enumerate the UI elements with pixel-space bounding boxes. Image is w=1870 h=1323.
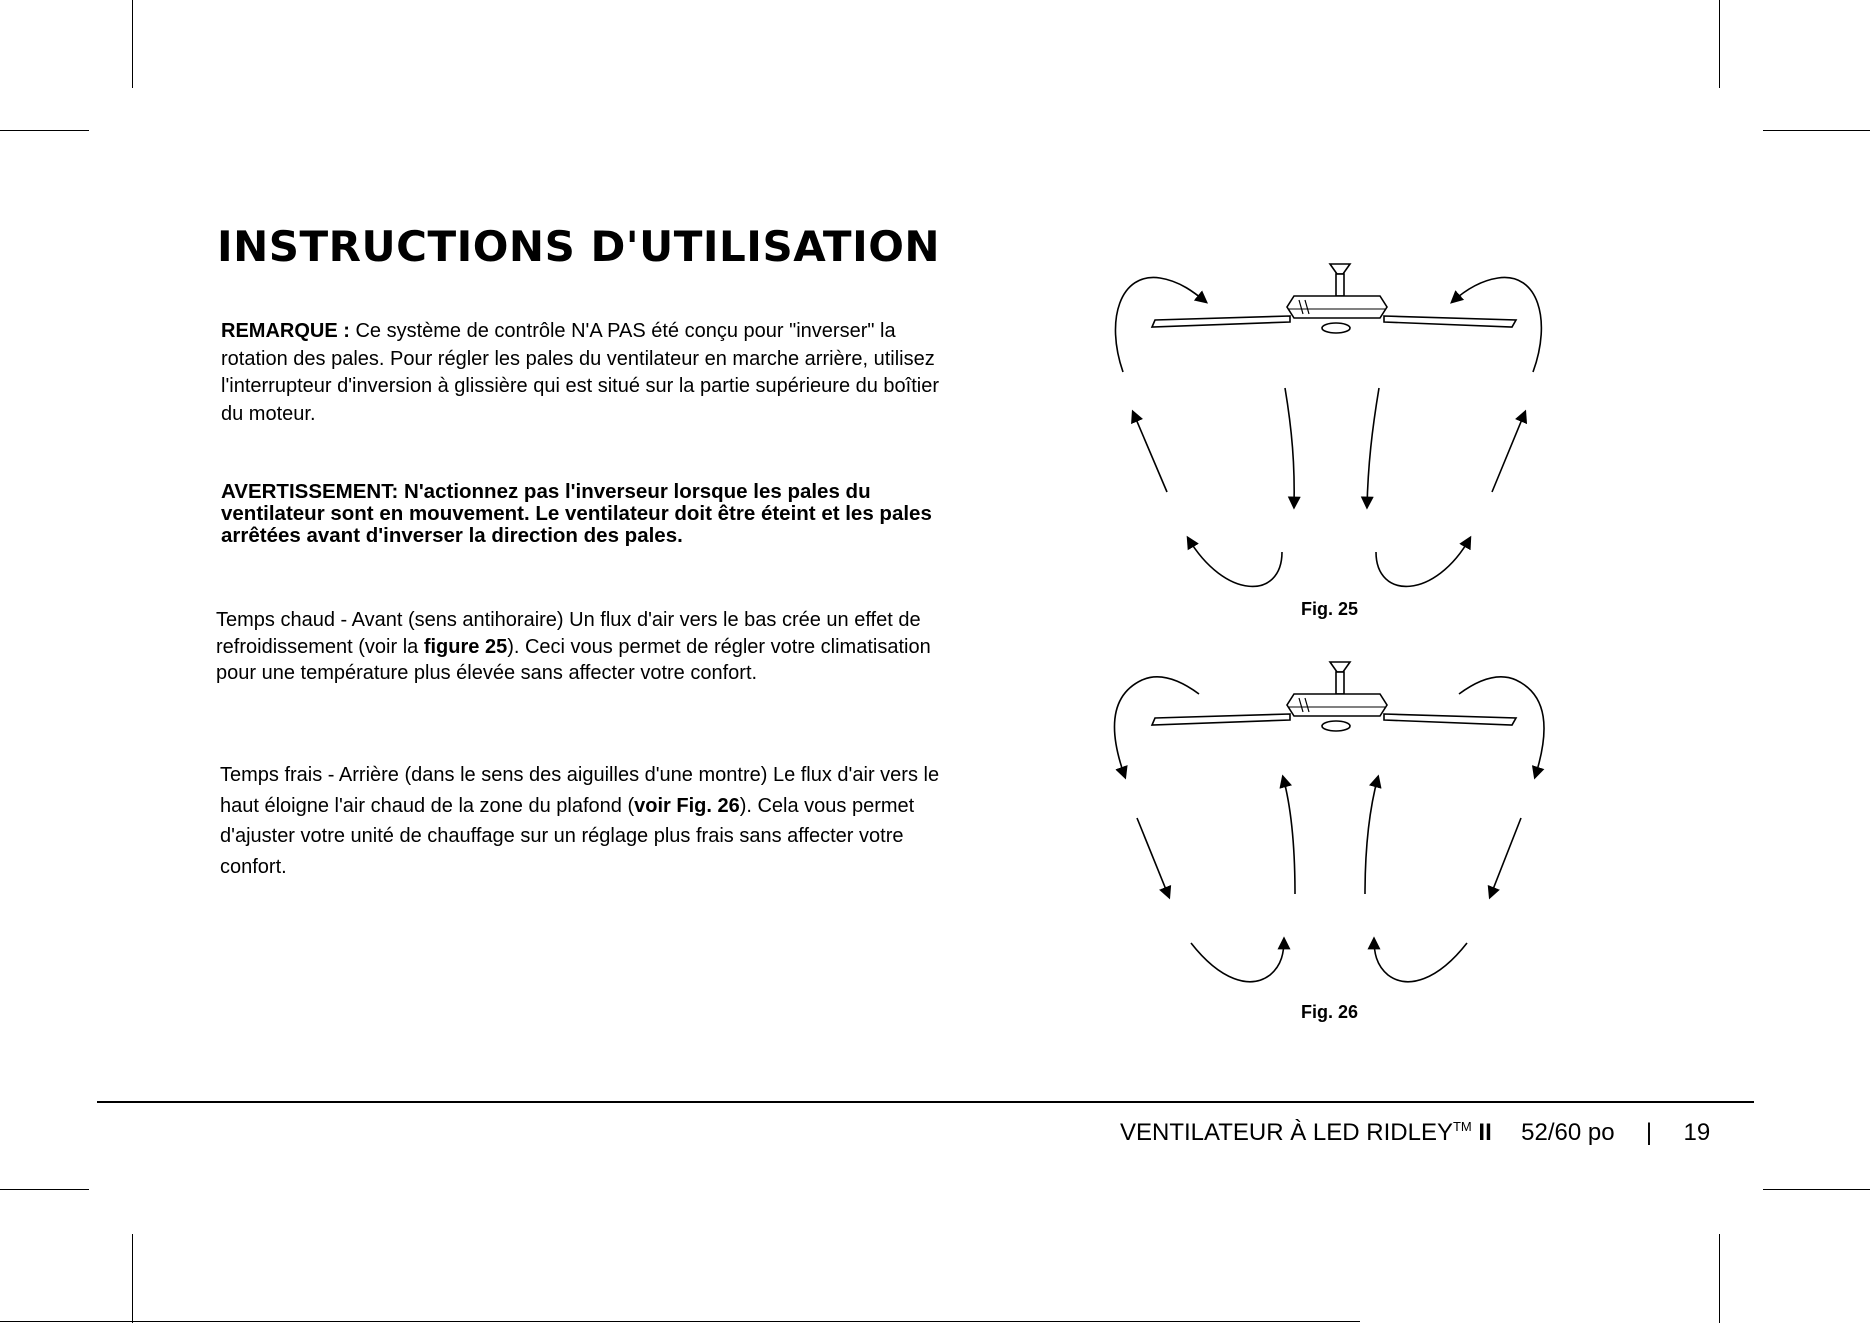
note-label: REMARQUE : xyxy=(221,320,350,342)
warm-weather-text: Temps chaud - Avant (sens antihoraire) Un flux d'air vers le bas crée un effet de refroidissement (voir la xyxy=(216,609,921,658)
crop-mark xyxy=(1763,130,1870,131)
footer-model: II xyxy=(1471,1119,1492,1146)
page-footer xyxy=(1120,1119,1710,1147)
warning-paragraph xyxy=(221,481,941,547)
crop-mark xyxy=(132,1234,133,1323)
cool-weather-text-end: ). Cela vous permet d'ajuster votre unité de chauffage sur un réglage plus frais sans affecter votre confort. xyxy=(220,794,915,878)
note-paragraph xyxy=(221,318,941,428)
footer-product-name: VENTILATEUR À LED RIDLEY xyxy=(1120,1119,1453,1146)
warm-weather-text-end: ). Ceci vous permet de régler votre climatisation pour une température plus élevée sans affecter votre confort. xyxy=(216,635,931,684)
page-number: 19 xyxy=(1683,1119,1711,1146)
figure-26-reference: voir Fig. 26 xyxy=(634,794,740,817)
figure-26-caption: Fig. 26 xyxy=(1301,1002,1359,1022)
ceiling-fan-illustration xyxy=(1152,264,1516,333)
warm-weather-paragraph xyxy=(216,607,936,687)
crop-mark xyxy=(132,0,133,88)
footer-divider xyxy=(97,1101,1754,1103)
ceiling-fan-illustration xyxy=(1152,662,1516,731)
figure-25-reference: figure 25 xyxy=(423,635,508,658)
cool-weather-paragraph xyxy=(220,760,940,882)
cool-weather-text: Temps frais - Arrière (dans le sens des aiguilles d'une montre) Le flux d'air vers le haut éloigne l'air chaud de la zone du plafond ( xyxy=(220,764,940,817)
crop-mark xyxy=(1719,1234,1720,1323)
footer-size: 52/60 po xyxy=(1521,1119,1615,1146)
warning-text: N'actionnez pas l'inverseur lorsque les pales du ventilateur sont en mouvement. Le ventilateur doit être éteint et les pales arrêtées avant d'inverser la direction des pales. xyxy=(221,480,932,547)
crop-mark xyxy=(0,1189,89,1190)
airflow-arrows xyxy=(1115,277,1541,586)
page-title: INSTRUCTIONS D'UTILISATION xyxy=(217,222,941,271)
note-text: Ce système de contrôle N'A PAS été conçu pour "inverser" la rotation des pales. Pour régler les pales du ventilateur en marche arrière, utilisez l'interrupteur d'inversion à glissière qui est situé sur la partie supérieure du boîtier du moteur. xyxy=(221,320,940,425)
footer-separator: | xyxy=(1645,1119,1653,1146)
trademark-symbol: TM xyxy=(1452,1119,1472,1134)
bottom-edge-line xyxy=(0,1321,1360,1322)
figure-25-caption: Fig. 25 xyxy=(1301,599,1359,619)
crop-mark xyxy=(1763,1189,1870,1190)
warning-label: AVERTISSEMENT: xyxy=(221,480,399,503)
airflow-arrows xyxy=(1114,677,1544,982)
crop-mark xyxy=(1719,0,1720,88)
crop-mark xyxy=(0,130,89,131)
